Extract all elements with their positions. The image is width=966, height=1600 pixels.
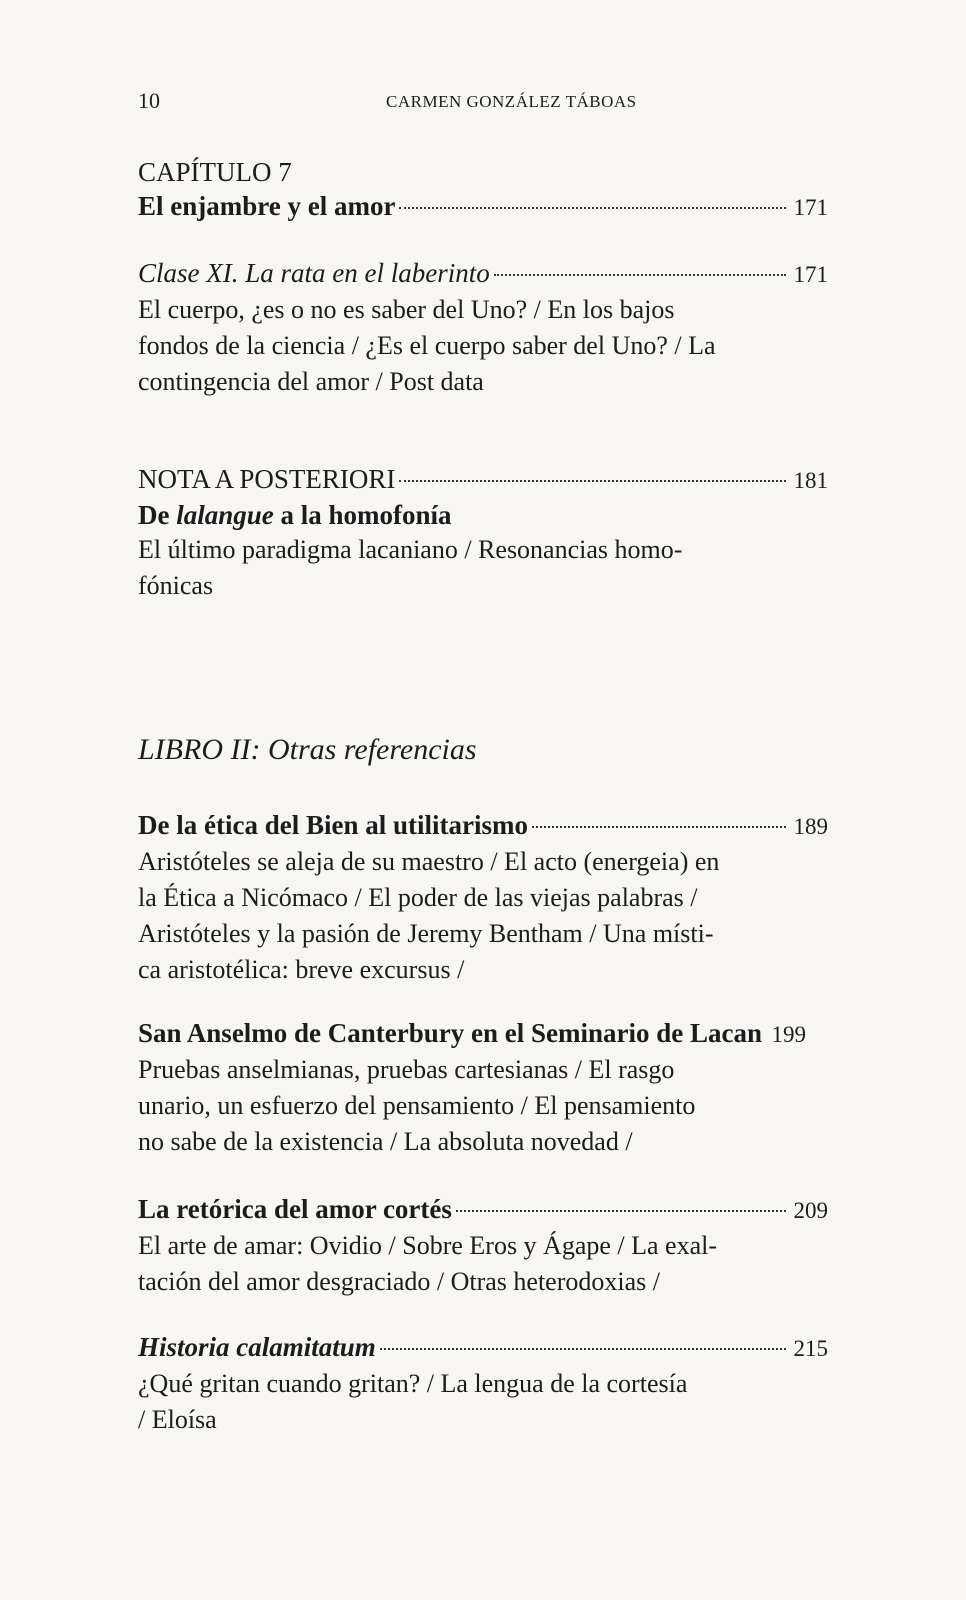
description-line: contingencia del amor / Post data	[138, 367, 484, 396]
entry-row	[138, 1330, 828, 1366]
entry-title: La retórica del amor cortés	[138, 1194, 452, 1224]
class-title: Clase XI. La rata en el laberinto	[138, 258, 490, 288]
description-line: Pruebas anselmianas, pruebas cartesianas / El rasgo	[138, 1055, 675, 1084]
chapter-title: El enjambre y el amor	[138, 191, 396, 221]
description-line: El cuerpo, ¿es o no es saber del Uno? / En los bajos	[138, 295, 675, 324]
entry-title: Historia calamitatum	[138, 1332, 376, 1362]
page-number: 10	[138, 88, 160, 113]
nota-subtitle-pre: De	[138, 500, 177, 530]
dot-leader	[399, 207, 786, 209]
description-line: / Eloísa	[138, 1405, 217, 1434]
dot-leader	[532, 826, 786, 828]
entry-page: 215	[793, 1336, 828, 1361]
description-line: fónicas	[138, 571, 214, 600]
entry-page: 209	[793, 1198, 828, 1223]
chapter-page: 171	[793, 195, 828, 220]
toc-entry-class-xi	[138, 256, 828, 292]
description-line: fondos de la ciencia / ¿Es el cuerpo saber del Uno? / La	[138, 331, 716, 360]
running-head: CARMEN GONZÁLEZ TÁBOAS	[386, 92, 637, 111]
entry-title: San Anselmo de Canterbury en el Seminario de Lacan	[138, 1018, 763, 1048]
libro-ii-heading	[138, 733, 828, 767]
nota-subtitle-post: a la homofonía	[273, 500, 452, 530]
description-line: tación del amor desgraciado / Otras heterodoxias /	[138, 1267, 660, 1296]
description-line: la Ética a Nicómaco / El poder de las viejas palabras /	[138, 883, 698, 912]
entry-description	[138, 1366, 828, 1438]
entry-title: De la ética del Bien al utilitarismo	[138, 810, 528, 840]
description-line: ca aristotélica: breve excursus /	[138, 955, 465, 984]
class-xi-section	[138, 256, 828, 400]
chapter-7-section	[138, 155, 828, 225]
entry-description	[138, 1228, 828, 1300]
entry-description	[138, 844, 828, 988]
entry-page: 189	[793, 814, 828, 839]
nota-subtitle	[138, 498, 828, 532]
nota-subtitle-em: lalangue	[176, 500, 274, 530]
nota-section	[138, 462, 828, 604]
description-line: El arte de amar: Ovidio / Sobre Eros y Ágape / La exal-	[138, 1231, 718, 1260]
description-line: El último paradigma lacaniano / Resonancias homo-	[138, 535, 683, 564]
toc-entry-historia	[138, 1330, 828, 1438]
description-line: no sabe de la existencia / La absoluta novedad /	[138, 1127, 633, 1156]
toc-entry-etica	[138, 808, 828, 988]
class-page: 171	[793, 262, 828, 287]
class-description	[138, 292, 828, 400]
description-line: ¿Qué gritan cuando gritan? / La lengua de la cortesía	[138, 1369, 688, 1398]
description-line: Aristóteles se aleja de su maestro / El acto (energeia) en	[138, 847, 720, 876]
toc-entry-anselmo	[138, 1016, 828, 1160]
entry-row	[138, 1016, 828, 1052]
entry-description	[138, 1052, 828, 1160]
entry-row	[138, 1192, 828, 1228]
nota-description	[138, 532, 828, 604]
dot-leader	[399, 480, 786, 482]
description-line: Aristóteles y la pasión de Jeremy Bentham / Una místi-	[138, 919, 714, 948]
toc-entry-retorica	[138, 1192, 828, 1300]
nota-page: 181	[793, 468, 828, 493]
book-title: LIBRO II: Otras referencias	[138, 733, 477, 766]
toc-entry-chapter-7	[138, 189, 828, 225]
toc-entry-nota	[138, 462, 828, 498]
chapter-label: CAPÍTULO 7	[138, 157, 292, 187]
nota-title: NOTA A POSTERIORI	[138, 464, 396, 494]
entry-page: 199	[771, 1022, 807, 1047]
description-line: unario, un esfuerzo del pensamiento / El pensamiento	[138, 1091, 696, 1120]
dot-leader	[456, 1210, 786, 1212]
dot-leader	[380, 1348, 786, 1350]
page-header	[138, 88, 838, 118]
dot-leader	[494, 274, 786, 276]
entry-row	[138, 808, 828, 844]
